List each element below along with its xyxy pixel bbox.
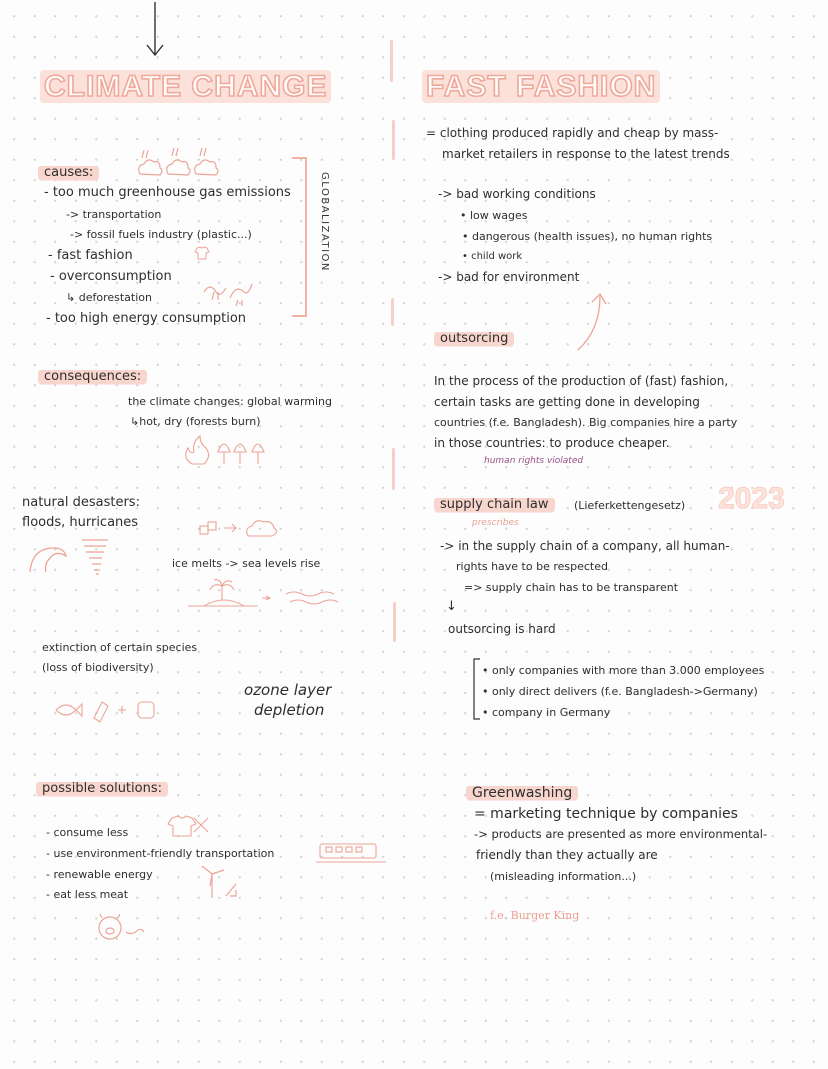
- tornado-icon: [80, 536, 110, 578]
- greenwashing-text: -> products are presented as more environmental-: [474, 827, 768, 841]
- solution-item: - renewable energy: [46, 868, 153, 881]
- windmill-icon: [198, 862, 242, 902]
- burning-forest-icon: [176, 432, 280, 468]
- ozone-line: depletion: [254, 701, 325, 719]
- solution-item: - eat less meat: [46, 888, 129, 901]
- supply-chain-text: => supply chain has to be transparent: [464, 581, 679, 594]
- causes-header: causes:: [38, 164, 99, 182]
- consequence-line: the climate changes: global warming: [128, 395, 332, 408]
- cause-item: - too high energy consumption: [46, 311, 247, 326]
- extinction-line: (loss of biodiversity): [42, 661, 154, 674]
- outsourcing-text: in those countries: to produce cheaper.: [434, 436, 670, 450]
- center-divider: [391, 298, 394, 326]
- ice-melts-text: ice melts -> sea levels rise: [172, 557, 321, 570]
- pointer-arrow-icon: [574, 292, 614, 354]
- center-divider: [390, 40, 393, 82]
- island-icon: [186, 578, 356, 612]
- center-divider: [392, 120, 395, 160]
- crossed-shirt-icon: [164, 812, 214, 840]
- ozone-line: ozone layer: [244, 681, 332, 699]
- down-arrow-icon: ↓: [446, 599, 457, 614]
- disasters-line: floods, hurricanes: [22, 515, 139, 530]
- solutions-header: possible solutions:: [36, 780, 168, 798]
- center-divider: [393, 602, 396, 642]
- outsourcing-text: In the process of the production of (fast) fashion,: [434, 374, 729, 388]
- climate-change-title: CLIMATE CHANGE: [40, 70, 331, 104]
- cause-item: - overconsumption: [50, 269, 172, 284]
- wave-icon: [26, 540, 68, 576]
- condition-item: • company in Germany: [482, 706, 611, 719]
- condition-item: • only direct delivers (f.e. Bangladesh->Germany): [482, 685, 758, 698]
- solution-item: - consume less: [46, 826, 129, 839]
- condition-item: • only companies with more than 3.000 employees: [482, 664, 765, 677]
- extinction-line: extinction of certain species: [42, 641, 198, 654]
- effect-item: -> bad for environment: [438, 270, 580, 284]
- disasters-line: natural desasters:: [22, 495, 140, 510]
- ice-melting-icon: [196, 516, 286, 544]
- smog-clouds-icon: [132, 146, 232, 182]
- extinct-species-icon: [50, 694, 170, 724]
- consequences-header: consequences:: [38, 368, 147, 386]
- effect-item: • dangerous (health issues), no human rights: [462, 230, 713, 243]
- cause-item: -> transportation: [66, 208, 162, 221]
- outsourcing-text: countries (f.e. Bangladesh). Big companies hire a party: [434, 416, 738, 429]
- shirt-icon: [194, 246, 210, 260]
- greenwashing-text: = marketing technique by companies: [474, 806, 738, 822]
- cause-item: - fast fashion: [48, 248, 133, 263]
- greenwashing-example: f.e. Burger King: [490, 909, 580, 922]
- pig-icon: [94, 910, 150, 946]
- effect-item: • child work: [462, 251, 523, 262]
- train-icon: [316, 840, 388, 864]
- supply-chain-text: rights have to be respected: [456, 560, 608, 573]
- solution-item: - use environment-friendly transportation: [46, 847, 275, 860]
- cause-item: - too much greenhouse gas emissions: [44, 185, 291, 200]
- year-2023: 2023: [718, 482, 785, 515]
- effect-item: • low wages: [460, 209, 528, 222]
- cause-item: -> fossil fuels industry (plastic...): [70, 228, 252, 241]
- outsourcing-text: certain tasks are getting done in developing: [434, 395, 700, 409]
- cause-item: ↳ deforestation: [66, 291, 152, 304]
- supply-chain-german: (Lieferkettengesetz): [574, 499, 686, 512]
- consequence-line: ↳hot, dry (forests burn): [130, 415, 261, 428]
- globalization-label: GLOBALIZATION: [319, 172, 330, 272]
- fast-fashion-title: FAST FASHION: [422, 70, 660, 104]
- human-rights-note: human rights violated: [484, 456, 584, 466]
- top-arrow-icon: [140, 0, 170, 62]
- effect-item: -> bad working conditions: [438, 187, 596, 201]
- definition-line: market retailers in response to the latest trends: [442, 147, 730, 161]
- supply-chain-text: -> in the supply chain of a company, all human-: [440, 539, 730, 553]
- center-divider: [392, 448, 395, 490]
- outsourcing-header: outsorcing: [434, 330, 514, 348]
- outsourcing-hard: outsorcing is hard: [448, 622, 556, 636]
- supply-chain-header: supply chain law: [434, 496, 555, 514]
- greenwashing-text: friendly than they actually are: [476, 848, 658, 862]
- definition-line: = clothing produced rapidly and cheap by mass-: [426, 126, 719, 140]
- greenwashing-header: Greenwashing: [466, 784, 578, 802]
- greenwashing-text: (misleading information...): [490, 870, 637, 883]
- birds-icon: [200, 276, 256, 306]
- globalization-bracket: [288, 155, 312, 321]
- prescribes-note: prescribes: [472, 518, 519, 528]
